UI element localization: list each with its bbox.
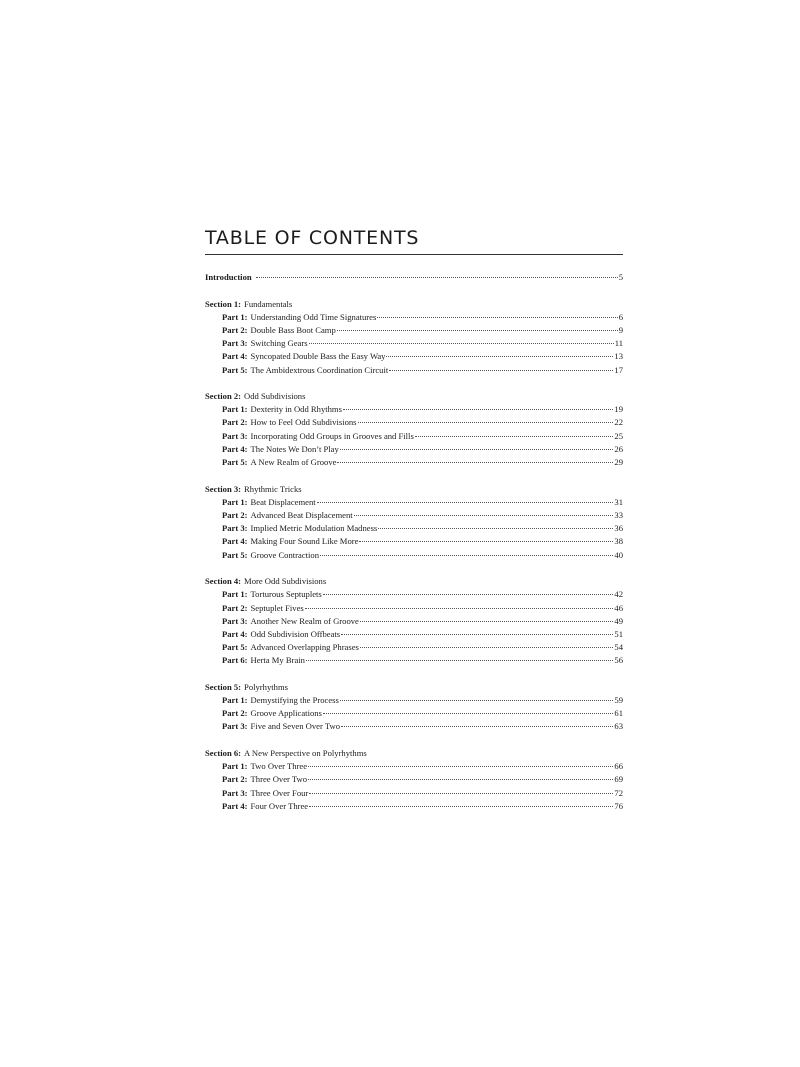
section-spacer [205, 284, 623, 297]
part-title: Advanced Beat Displacement [250, 509, 353, 520]
part-label: Part 3: [222, 338, 248, 349]
section-spacer [205, 667, 623, 680]
part-label: Part 5: [222, 364, 248, 375]
part-label: Part 6: [222, 655, 248, 666]
part-label: Part 1: [222, 496, 248, 507]
section-title: Odd Subdivisions [244, 391, 306, 402]
toc-entry-part[interactable] [205, 324, 623, 337]
part-label: Part 1: [222, 311, 248, 322]
section-spacer [205, 734, 623, 747]
page-number: 31 [614, 496, 623, 507]
page-number: 5 [618, 272, 623, 282]
dot-leader [360, 621, 614, 622]
page-number: 26 [614, 443, 623, 454]
dot-leader [360, 647, 614, 648]
page-number: 72 [614, 787, 623, 798]
part-title: Odd Subdivision Offbeats [250, 628, 341, 639]
page-number: 54 [614, 642, 623, 653]
page-number: 40 [614, 549, 623, 560]
toc-entry-part[interactable] [205, 337, 623, 350]
part-label: Part 1: [222, 761, 248, 772]
toc-entry-part[interactable] [205, 443, 623, 456]
part-title: Three Over Two [250, 774, 308, 785]
part-title: Two Over Three [250, 761, 308, 772]
section-title: Polyrhythms [244, 681, 288, 692]
part-label: Part 2: [222, 324, 248, 335]
section-title: A New Perspective on Polyrhythms [244, 747, 367, 758]
dot-leader [359, 541, 613, 542]
toc-entry-part[interactable] [205, 364, 623, 377]
dot-leader [340, 449, 614, 450]
dot-leader [340, 700, 614, 701]
part-label: Part 3: [222, 787, 248, 798]
page-title: TABLE OF CONTENTS [205, 226, 623, 255]
part-title: Double Bass Boot Camp [250, 324, 336, 335]
toc-section-heading[interactable] [205, 483, 623, 496]
section-label: Section 1: [205, 298, 242, 309]
part-title: Syncopated Double Bass the Easy Way [250, 351, 386, 362]
dot-leader [386, 356, 613, 357]
dot-leader [317, 502, 614, 503]
part-label: Part 2: [222, 708, 248, 719]
part-label: Part 4: [222, 351, 248, 362]
toc-sections [205, 284, 623, 813]
toc-entry-part[interactable] [205, 800, 623, 813]
part-title: The Ambidextrous Coordination Circuit [250, 364, 389, 375]
page-number: 76 [614, 800, 623, 811]
dot-leader [378, 528, 613, 529]
section-label: Section 4: [205, 576, 242, 587]
toc-section-heading[interactable] [205, 681, 623, 694]
toc-entry-part[interactable] [205, 430, 623, 443]
part-title: How to Feel Odd Subdivisions [250, 417, 357, 428]
page-number: 38 [614, 536, 623, 547]
page-number: 22 [614, 417, 623, 428]
part-label: Part 4: [222, 443, 248, 454]
part-label: Part 3: [222, 615, 248, 626]
toc-entry-part[interactable] [205, 535, 623, 548]
toc-entry-part[interactable] [205, 602, 623, 615]
dot-leader [309, 793, 613, 794]
dot-leader [320, 555, 613, 556]
page-number: 9 [618, 324, 623, 335]
part-label: Part 3: [222, 430, 248, 441]
dot-leader [308, 779, 613, 780]
dot-leader [308, 766, 613, 767]
section-title: Fundamentals [244, 298, 293, 309]
dot-leader [323, 594, 614, 595]
page-number: 13 [614, 351, 623, 362]
part-label: Part 5: [222, 642, 248, 653]
page-number: 36 [614, 523, 623, 534]
dot-leader [305, 608, 614, 609]
dot-leader [341, 634, 613, 635]
toc-entry-part[interactable] [205, 720, 623, 733]
part-title: Torturous Septuplets [250, 589, 322, 600]
part-label: Part 4: [222, 628, 248, 639]
section-title: Rhythmic Tricks [244, 483, 302, 494]
toc-entry-part[interactable] [205, 628, 623, 641]
toc-entry-part[interactable] [205, 760, 623, 773]
dot-leader [343, 409, 613, 410]
part-title: Understanding Odd Time Signatures [250, 311, 377, 322]
part-label: Part 1: [222, 404, 248, 415]
page-number: 33 [614, 509, 623, 520]
part-title: Switching Gears [250, 338, 308, 349]
toc-section-heading[interactable] [205, 390, 623, 403]
part-title: Septuplet Fives [250, 602, 304, 613]
part-label: Part 2: [222, 774, 248, 785]
entry-label: Introduction [205, 272, 252, 282]
part-title: Groove Applications [250, 708, 322, 719]
table-of-contents [205, 226, 623, 813]
part-title: Advanced Overlapping Phrases [250, 642, 359, 653]
page-number: 29 [614, 457, 623, 468]
toc-entry-part[interactable] [205, 509, 623, 522]
page-number: 61 [614, 708, 623, 719]
part-label: Part 2: [222, 602, 248, 613]
part-title: Herta My Brain [250, 655, 305, 666]
part-label: Part 2: [222, 417, 248, 428]
toc-entry-part[interactable] [205, 787, 623, 800]
part-label: Part 2: [222, 509, 248, 520]
page-number: 19 [614, 404, 623, 415]
section-label: Section 5: [205, 681, 242, 692]
part-label: Part 5: [222, 457, 248, 468]
section-label: Section 3: [205, 483, 242, 494]
part-label: Part 1: [222, 695, 248, 706]
dot-leader [309, 806, 613, 807]
part-label: Part 3: [222, 523, 248, 534]
part-label: Part 4: [222, 800, 248, 811]
section-spacer [205, 562, 623, 575]
dot-leader [341, 726, 613, 727]
part-label: Part 1: [222, 589, 248, 600]
toc-entry-part[interactable] [205, 641, 623, 654]
part-title: Implied Metric Modulation Madness [250, 523, 378, 534]
page-number: 59 [614, 695, 623, 706]
part-label: Part 3: [222, 721, 248, 732]
toc-entry-part[interactable] [205, 773, 623, 786]
page-number: 49 [614, 615, 623, 626]
toc-entry-part[interactable] [205, 403, 623, 416]
toc-entry-part[interactable] [205, 522, 623, 535]
part-title: The Notes We Don’t Play [250, 443, 339, 454]
toc-entry-part[interactable] [205, 615, 623, 628]
section-title: More Odd Subdivisions [244, 576, 327, 587]
page-number: 6 [618, 311, 623, 322]
toc-entry-part[interactable] [205, 416, 623, 429]
toc-entry-part[interactable] [205, 588, 623, 601]
page-number: 51 [614, 628, 623, 639]
dot-leader [415, 436, 614, 437]
section-spacer [205, 469, 623, 482]
part-title: Dexterity in Odd Rhythms [250, 404, 342, 415]
dot-leader [377, 317, 617, 318]
part-title: Groove Contraction [250, 549, 320, 560]
part-title: Another New Realm of Groove [250, 615, 359, 626]
dot-leader [306, 660, 613, 661]
section-label: Section 6: [205, 747, 242, 758]
dot-leader [389, 370, 613, 371]
page-number: 46 [614, 602, 623, 613]
toc-entry-part[interactable] [205, 549, 623, 562]
toc-section-heading[interactable] [205, 298, 623, 311]
dot-leader [309, 343, 614, 344]
toc-entry-part[interactable] [205, 707, 623, 720]
dot-leader [337, 330, 618, 331]
page-number: 63 [614, 721, 623, 732]
part-title: Five and Seven Over Two [250, 721, 340, 732]
toc-section-heading[interactable] [205, 747, 623, 760]
page-number: 17 [614, 364, 623, 375]
page-number: 69 [614, 774, 623, 785]
page-number: 11 [614, 338, 623, 349]
part-title: Incorporating Odd Groups in Grooves and Fills [250, 430, 414, 441]
page-number: 25 [614, 430, 623, 441]
toc-entry-introduction[interactable] [205, 271, 623, 284]
part-title: Beat Displacement [250, 496, 316, 507]
toc-entry-part[interactable] [205, 350, 623, 363]
part-title: Three Over Four [250, 787, 309, 798]
toc-section-heading[interactable] [205, 575, 623, 588]
section-label: Section 2: [205, 391, 242, 402]
dot-leader [337, 462, 613, 463]
toc-entry-part[interactable] [205, 654, 623, 667]
page-number: 42 [614, 589, 623, 600]
part-label: Part 4: [222, 536, 248, 547]
section-spacer [205, 377, 623, 390]
toc-entry-part[interactable] [205, 456, 623, 469]
toc-entry-part[interactable] [205, 311, 623, 324]
part-title: Four Over Three [250, 800, 309, 811]
dot-leader [256, 277, 618, 278]
dot-leader [323, 713, 614, 714]
page-number: 66 [614, 761, 623, 772]
part-title: A New Realm of Groove [250, 457, 337, 468]
page-number: 56 [614, 655, 623, 666]
toc-entries [205, 271, 623, 813]
dot-leader [358, 422, 614, 423]
dot-leader [354, 515, 614, 516]
toc-entry-part[interactable] [205, 496, 623, 509]
part-title: Demystifying the Process [250, 695, 339, 706]
part-title: Making Four Sound Like More [250, 536, 359, 547]
toc-entry-part[interactable] [205, 694, 623, 707]
part-label: Part 5: [222, 549, 248, 560]
